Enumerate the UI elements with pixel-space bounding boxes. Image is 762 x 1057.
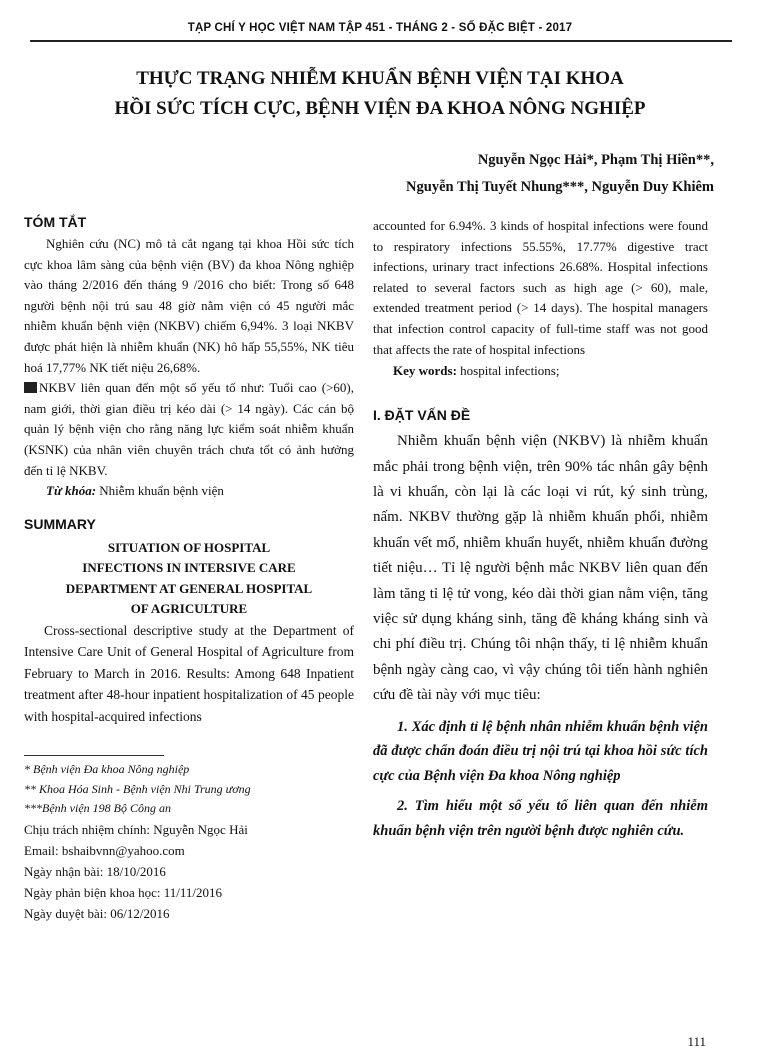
abstract-vi-keywords <box>24 481 354 502</box>
summary-heading: SUMMARY <box>24 515 96 532</box>
date-reviewed: Ngày phản biện khoa học: 11/11/2016 <box>24 884 222 900</box>
abstract-vi-para-2-text: NKBV liên quan đến một số yếu tố như: Tuổi cao (>60), nam giới, thời gian điều trị kéo dài (> 14 ngày). Các cán bộ quản lý bệnh viện cho rằng năng lực kiểm soát nhiễm khuẩn (KSNK) của nhân viên chuyên trách chưa tốt có ảnh hưởng đến tỉ lệ NKBV. <box>24 380 354 478</box>
journal-header: TẠP CHÍ Y HỌC VIỆT NAM TẬP 451 - THÁNG 2 - SỐ ĐẶC BIỆT - 2017 <box>187 22 573 34</box>
objective-2: 2. Tìm hiểu một số yếu tố liên quan đến nhiễm khuẩn bệnh viện trên người bệnh được nghiên cứu. <box>373 798 708 839</box>
summary-title-line-4: OF AGRICULTURE <box>130 601 248 617</box>
right-column <box>373 214 708 843</box>
authors-line-2: Nguyễn Thị Tuyết Nhung***, Nguyễn Duy Khiêm <box>406 179 714 195</box>
article-title <box>60 64 700 124</box>
footnote-1: * Bệnh viện Đa khoa Nông nghiệp <box>24 762 190 777</box>
summary-title-line-3: DEPARTMENT AT GENERAL HOSPITAL <box>65 580 313 596</box>
objective-1: 1. Xác định tỉ lệ bệnh nhân nhiễm khuẩn bệnh viện đã được chẩn đoán điều trị nội trú tại khoa hồi sức tích cực của Bệnh viện Đa khoa Nông nghiệp <box>373 718 708 784</box>
authors-line-1: Nguyễn Ngọc Hải*, Phạm Thị Hiền**, <box>477 152 714 168</box>
title-line-1: THỰC TRẠNG NHIỄM KHUẨN BỆNH VIỆN TẠI KHOA <box>136 68 624 89</box>
abstract-vi-para-2 <box>24 378 354 481</box>
page-number: 111 <box>687 1034 706 1049</box>
intro-heading: I. ĐẶT VẤN ĐỀ <box>373 407 471 424</box>
footnote-2: ** Khoa Hóa Sinh - Bệnh viện Nhi Trung ương <box>24 781 251 796</box>
keywords-en-value: hospital infections; <box>456 363 560 379</box>
date-accepted: Ngày duyệt bài: 06/12/2016 <box>24 905 170 921</box>
summary-body-left: Cross-sectional descriptive study at the Department of Intensive Care Unit of General Hospital of Agriculture from February to March in 2016. Results: Among 648 Inpatient treatment after 48-hour inpatient hospitalization of 45 people with hospital-acquired infections <box>24 622 354 724</box>
keywords-en-label: Key words: <box>393 363 457 379</box>
summary-title <box>24 538 354 620</box>
date-received: Ngày nhận bài: 18/10/2016 <box>24 863 166 879</box>
authors <box>406 147 714 201</box>
summary-keywords <box>373 360 708 381</box>
email: Email: bshaibvnn@yahoo.com <box>24 842 185 858</box>
left-column <box>24 214 354 924</box>
keywords-vi-label: Từ khóa: <box>46 483 97 499</box>
summary-title-line-2: INFECTIONS IN INTERSIVE CARE <box>82 560 296 576</box>
header-rule <box>30 40 732 42</box>
bullet-mark-icon <box>24 382 37 393</box>
abstract-vi-para-1: Nghiên cứu (NC) mô tả cắt ngang tại khoa Hồi sức tích cực khoa lâm sàng của bệnh viện (BV) đa khoa Nông nghiệp vào tháng 2/2016 đến tháng 9 /2016 cho biết: Trong số 648 người bệnh nội trú sau 48 giờ nằm viện có 45 người mắc nhiễm khuẩn bệnh viện (NKBV) chiếm 6,94%. 3 loại NKBV được phát hiện là nhiễm khuẩn (NK) hô hấp 55,55%, NK tiêu hoá 17,77% NK tiết niệu 26,68%. <box>24 236 354 375</box>
intro-body: Nhiễm khuẩn bệnh viện (NKBV) là nhiễm khuẩn mắc phải trong bệnh viện, trên 90% tác nhân gây bệnh là vi khuẩn, còn lại là các loại vi rút, ký sinh trùng, nấm. NKBV thường gặp là nhiễm khuẩn phổi, nhiễm khuẩn vết mổ, nhiễm khuẩn huyết, nhiễm khuẩn đường tiết niệu… Tỉ lệ người bệnh mắc NKBV liên quan đến làm tăng tỉ lệ tử vong, kéo dài thời gian nằm viện, tăng việc sử dụng kháng sinh, tăng đề kháng kháng sinh và chi phí điều trị. Chúng tôi nhận thấy, tỉ lệ nhiễm khuẩn bệnh ngày càng cao, vì vậy chúng tôi tiến hành nghiên cứu đề tài này với mục tiêu: <box>373 433 708 704</box>
summary-title-line-1: SITUATION OF HOSPITAL <box>107 539 271 555</box>
abstract-vi-heading: TÓM TẮT <box>24 214 87 230</box>
title-line-2: HỒI SỨC TÍCH CỰC, BỆNH VIỆN ĐA KHOA NÔNG NGHIỆP <box>114 98 646 119</box>
keywords-vi-value: Nhiễm khuẩn bệnh viện <box>96 483 224 499</box>
corresponding-author: Chịu trách nhiệm chính: Nguyễn Ngọc Hải <box>24 821 248 837</box>
summary-body-right: accounted for 6.94%. 3 kinds of hospital infections were found to respiratory infections 55.55%, 17.77% digestive tract infections, urinary tract infections 26.68%. Hospital infections related to several factors such as high age (> 60), male, extended treatment period (> 14 days). The hospital managers that infection control capacity of full-time staff was not good that affects the rate of hospital infections <box>373 218 708 357</box>
footnote-3: ***Bệnh viện 198 Bộ Công an <box>24 801 171 816</box>
footnote-rule <box>24 755 164 756</box>
